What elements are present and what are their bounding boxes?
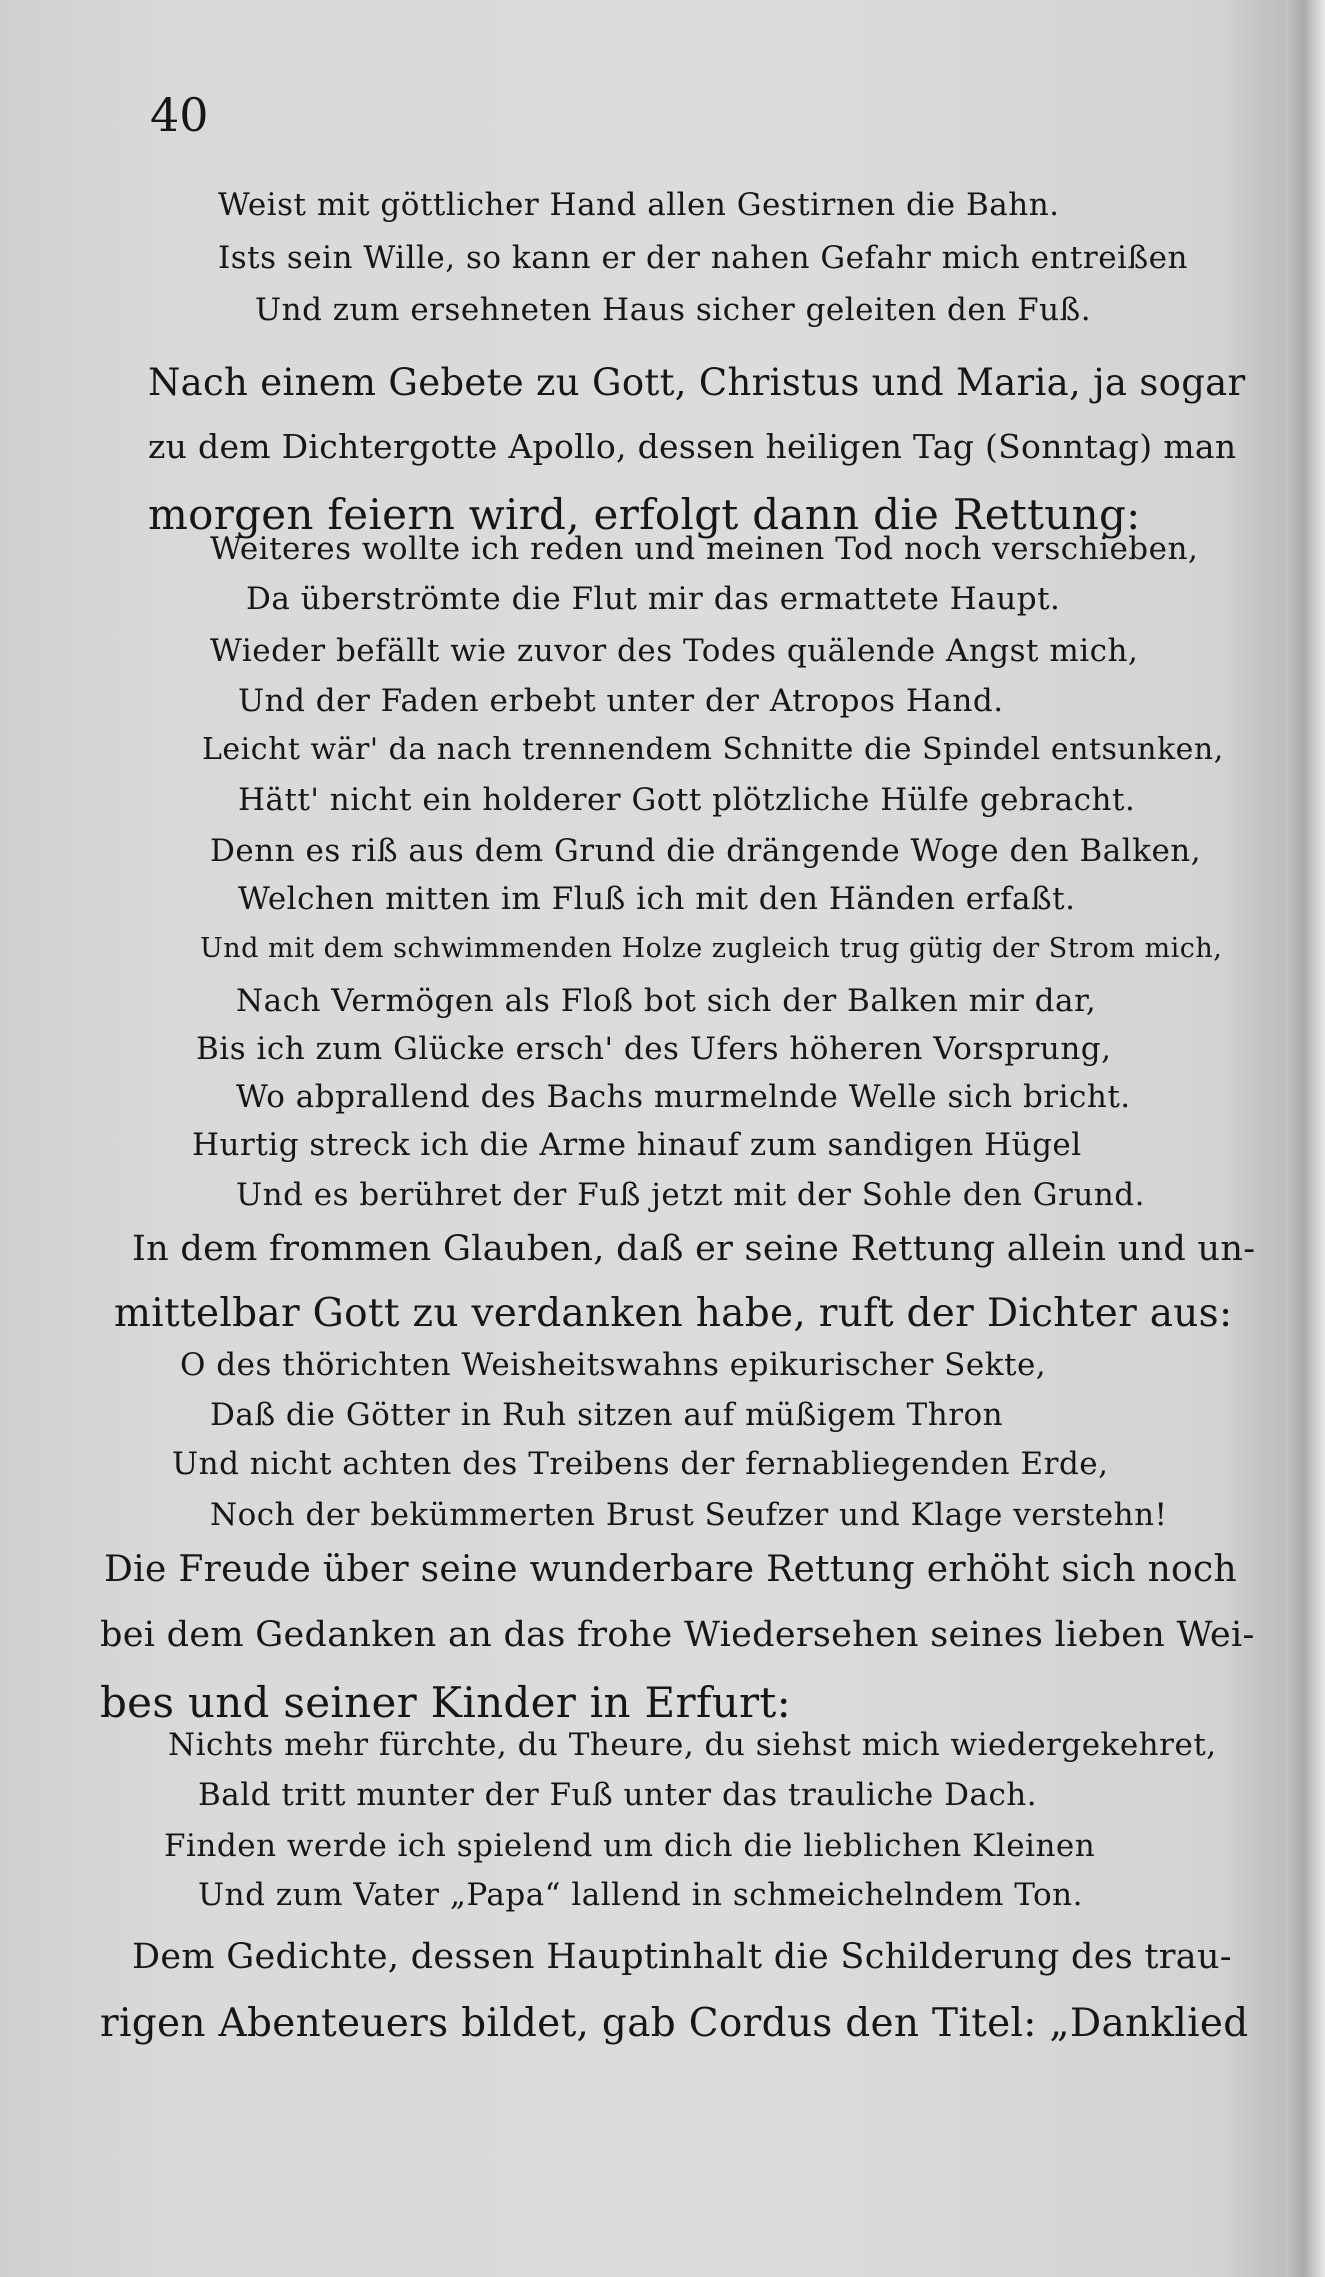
- verse-line: Hätt' nicht ein holderer Gott plötzliche Hülfe gebracht.: [238, 782, 1136, 818]
- verse-line: Bis ich zum Glücke ersch' des Ufers höheren Vorsprung,: [196, 1031, 1112, 1067]
- verse-line: Nach Vermögen als Floß bot sich der Balken mir dar,: [236, 983, 1097, 1019]
- verse-line: Und es berühret der Fuß jetzt mit der Sohle den Grund.: [236, 1177, 1145, 1213]
- prose-line: zu dem Dichtergotte Apollo, dessen heiligen Tag (Sonntag) man: [148, 427, 1237, 466]
- verse-line: Und zum ersehneten Haus sicher geleiten den Fuß.: [255, 292, 1092, 328]
- verse-line: Noch der bekümmerten Brust Seufzer und Klage verstehn!: [210, 1497, 1168, 1533]
- verse-line: Nichts mehr fürchte, du Theure, du siehst mich wiedergekehret,: [168, 1727, 1217, 1763]
- page-number: 40: [150, 88, 209, 142]
- verse-line: Und der Faden erbebt unter der Atropos Hand.: [238, 683, 1004, 719]
- verse-line: Wieder befällt wie zuvor des Todes quälende Angst mich,: [210, 633, 1139, 669]
- prose-line: Dem Gedichte, dessen Hauptinhalt die Schilderung des trau-: [132, 1937, 1232, 1977]
- prose-line: In dem frommen Glauben, daß er seine Rettung allein und un-: [132, 1229, 1256, 1269]
- verse-line: Bald tritt munter der Fuß unter das trauliche Dach.: [198, 1777, 1038, 1813]
- prose-line: bei dem Gedanken an das frohe Wiedersehen seines lieben Wei-: [100, 1615, 1255, 1655]
- verse-line: O des thörichten Weisheitswahns epikurischer Sekte,: [180, 1347, 1047, 1383]
- prose-line: rigen Abenteuers bildet, gab Cordus den Titel: „Danklied: [100, 2001, 1249, 2046]
- verse-line: Weiteres wollte ich reden und meinen Tod noch verschieben,: [210, 531, 1199, 567]
- verse-line: Leicht wär' da nach trennendem Schnitte die Spindel entsunken,: [202, 732, 1224, 767]
- prose-line: morgen feiern wird, erfolgt dann die Rettung:: [148, 490, 1141, 539]
- verse-line: Und nicht achten des Treibens der fernabliegenden Erde,: [172, 1446, 1109, 1482]
- page-edge: [1285, 0, 1325, 2277]
- verse-line: Welchen mitten im Fluß ich mit den Händen erfaßt.: [238, 881, 1076, 917]
- verse-line: Finden werde ich spielend um dich die lieblichen Kleinen: [164, 1828, 1096, 1864]
- verse-line: Weist mit göttlicher Hand allen Gestirnen die Bahn.: [218, 187, 1060, 223]
- prose-line: mittelbar Gott zu verdanken habe, ruft der Dichter aus:: [114, 1291, 1233, 1336]
- prose-line: Die Freude über seine wunderbare Rettung erhöht sich noch: [104, 1549, 1237, 1590]
- verse-line: Hurtig streck ich die Arme hinauf zum sandigen Hügel: [192, 1127, 1082, 1163]
- verse-line: Daß die Götter in Ruh sitzen auf müßigem Thron: [210, 1397, 1004, 1433]
- verse-line: Denn es riß aus dem Grund die drängende Woge den Balken,: [210, 833, 1202, 869]
- verse-line: Und mit dem schwimmenden Holze zugleich trug gütig der Strom mich,: [200, 933, 1223, 964]
- verse-line: Wo abprallend des Bachs murmelnde Welle sich bricht.: [236, 1079, 1131, 1115]
- prose-line: Nach einem Gebete zu Gott, Christus und Maria, ja sogar: [148, 361, 1246, 404]
- verse-line: Und zum Vater „Papa“ lallend in schmeichelndem Ton.: [198, 1877, 1083, 1913]
- prose-line: bes und seiner Kinder in Erfurt:: [100, 1678, 792, 1727]
- verse-line: Ists sein Wille, so kann er der nahen Gefahr mich entreißen: [218, 240, 1188, 276]
- verse-line: Da überströmte die Flut mir das ermattete Haupt.: [246, 581, 1061, 617]
